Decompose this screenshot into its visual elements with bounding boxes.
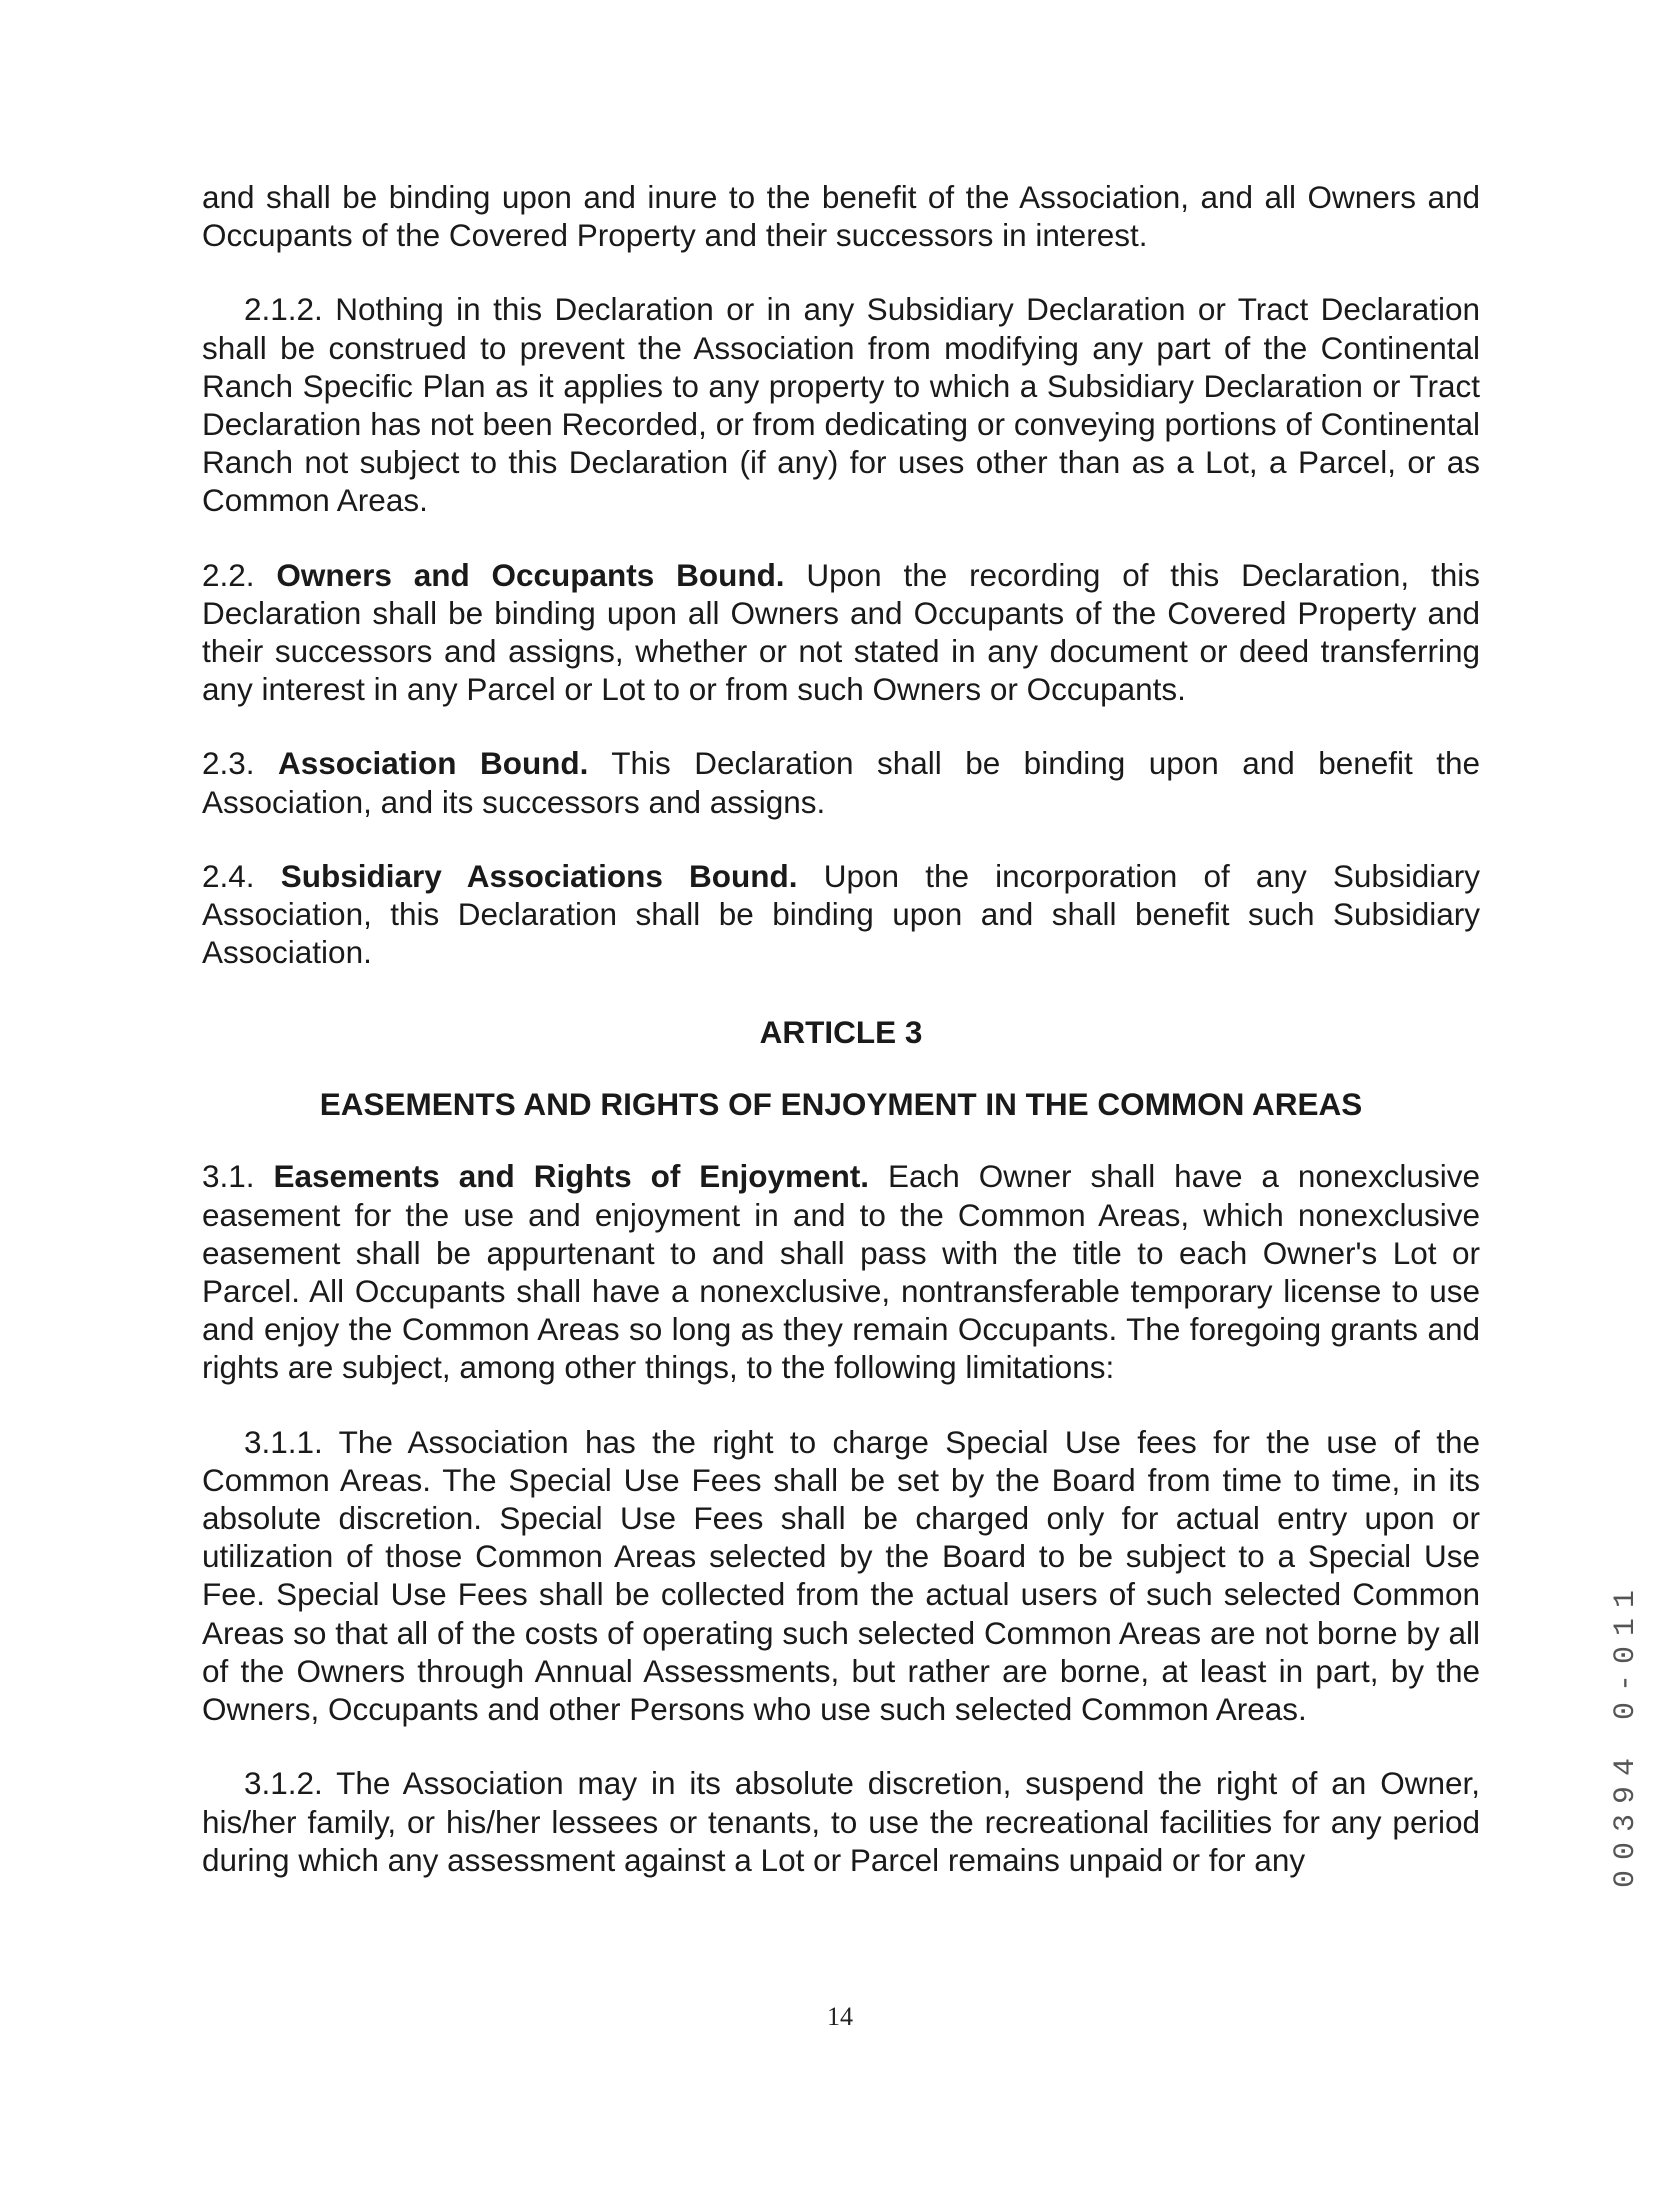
section-title: Easements and Rights of Enjoyment.: [273, 1158, 870, 1195]
side-stamp: 00394 0-011: [1609, 1579, 1643, 1888]
article-heading: ARTICLE 3: [759, 1014, 923, 1051]
section-text: Upon the incorporation of any Subsidiary Association, this Declaration shall be binding upon and shall benefit such Subsidiary Association.: [202, 857, 1480, 971]
section-number: 3.1.: [202, 1158, 255, 1195]
section-text: This Declaration shall be binding upon and benefit the Association, and its successors and assigns.: [202, 745, 1480, 820]
section-2-2: [202, 556, 1480, 709]
paragraph-3-1-1: 3.1.1. The Association has the right to charge Special Use fees for the use of the Common Areas. The Special Use Fees shall be set by the Board from time to time, in its absolute discretion. Special Use Fees shall be charged only for actual entry upon or utilization of those Common Areas selected by the Board to be subject to a Special Use Fee. Special Use Fees shall be collected from the actual users of such selected Common Areas so that all of the costs of operating such selected Common Areas are not borne by all of the Owners through Annual Assessments, but rather are borne, at least in part, by the Owners, Occupants and other Persons who use such selected Common Areas.: [202, 1423, 1480, 1728]
article-title: EASEMENTS AND RIGHTS OF ENJOYMENT IN THE COMMON AREAS: [319, 1086, 1363, 1123]
section-3-1: [202, 1157, 1480, 1386]
page-number: 14: [827, 2002, 853, 2031]
section-text: Upon the recording of this Declaration, this Declaration shall be binding upon all Owners and Occupants of the Covered Property and their successors and assigns, whether or not stated in any document or deed transferring any interest in any Parcel or Lot to or from such Owners or Occupants.: [202, 556, 1480, 708]
section-2-4: [202, 857, 1480, 972]
section-number: 2.2.: [202, 556, 255, 593]
section-number: 2.3.: [202, 745, 255, 782]
section-title: Owners and Occupants Bound.: [276, 556, 785, 593]
section-title: Subsidiary Associations Bound.: [280, 857, 798, 894]
section-2-3: [202, 744, 1480, 820]
section-title: Association Bound.: [277, 745, 589, 782]
paragraph-2-1-2: 2.1.2. Nothing in this Declaration or in any Subsidiary Declaration or Tract Declaration shall be construed to prevent the Association from modifying any part of the Continental Ranch Specific Plan as it applies to any property to which a Subsidiary Declaration or Tract Declaration has not been Recorded, or from dedicating or conveying portions of Continental Ranch not subject to this Declaration (if any) for uses other than as a Lot, a Parcel, or as Common Areas.: [202, 291, 1480, 519]
section-text: Each Owner shall have a nonexclusive easement for the use and enjoyment in and to the Common Areas, which nonexclusive easement shall be appurtenant to and shall pass with the title to each Owner's Lot or Parcel. All Occupants shall have a nonexclusive, nontransferable temporary license to use and enjoy the Common Areas so long as they remain Occupants. The foregoing grants and rights are subject, among other things, to the following limitations:: [202, 1158, 1480, 1386]
document-page: [202, 178, 1480, 1879]
paragraph-continuation: and shall be binding upon and inure to the benefit of the Association, and all Owners and Occupants of the Covered Property and their successors in interest.: [202, 179, 1480, 254]
paragraph-3-1-2: 3.1.2. The Association may in its absolute discretion, suspend the right of an Owner, his/her family, or his/her lessees or tenants, to use the recreational facilities for any period during which any assessment against a Lot or Parcel remains unpaid or for any: [202, 1765, 1480, 1878]
section-number: 2.4.: [202, 857, 255, 894]
